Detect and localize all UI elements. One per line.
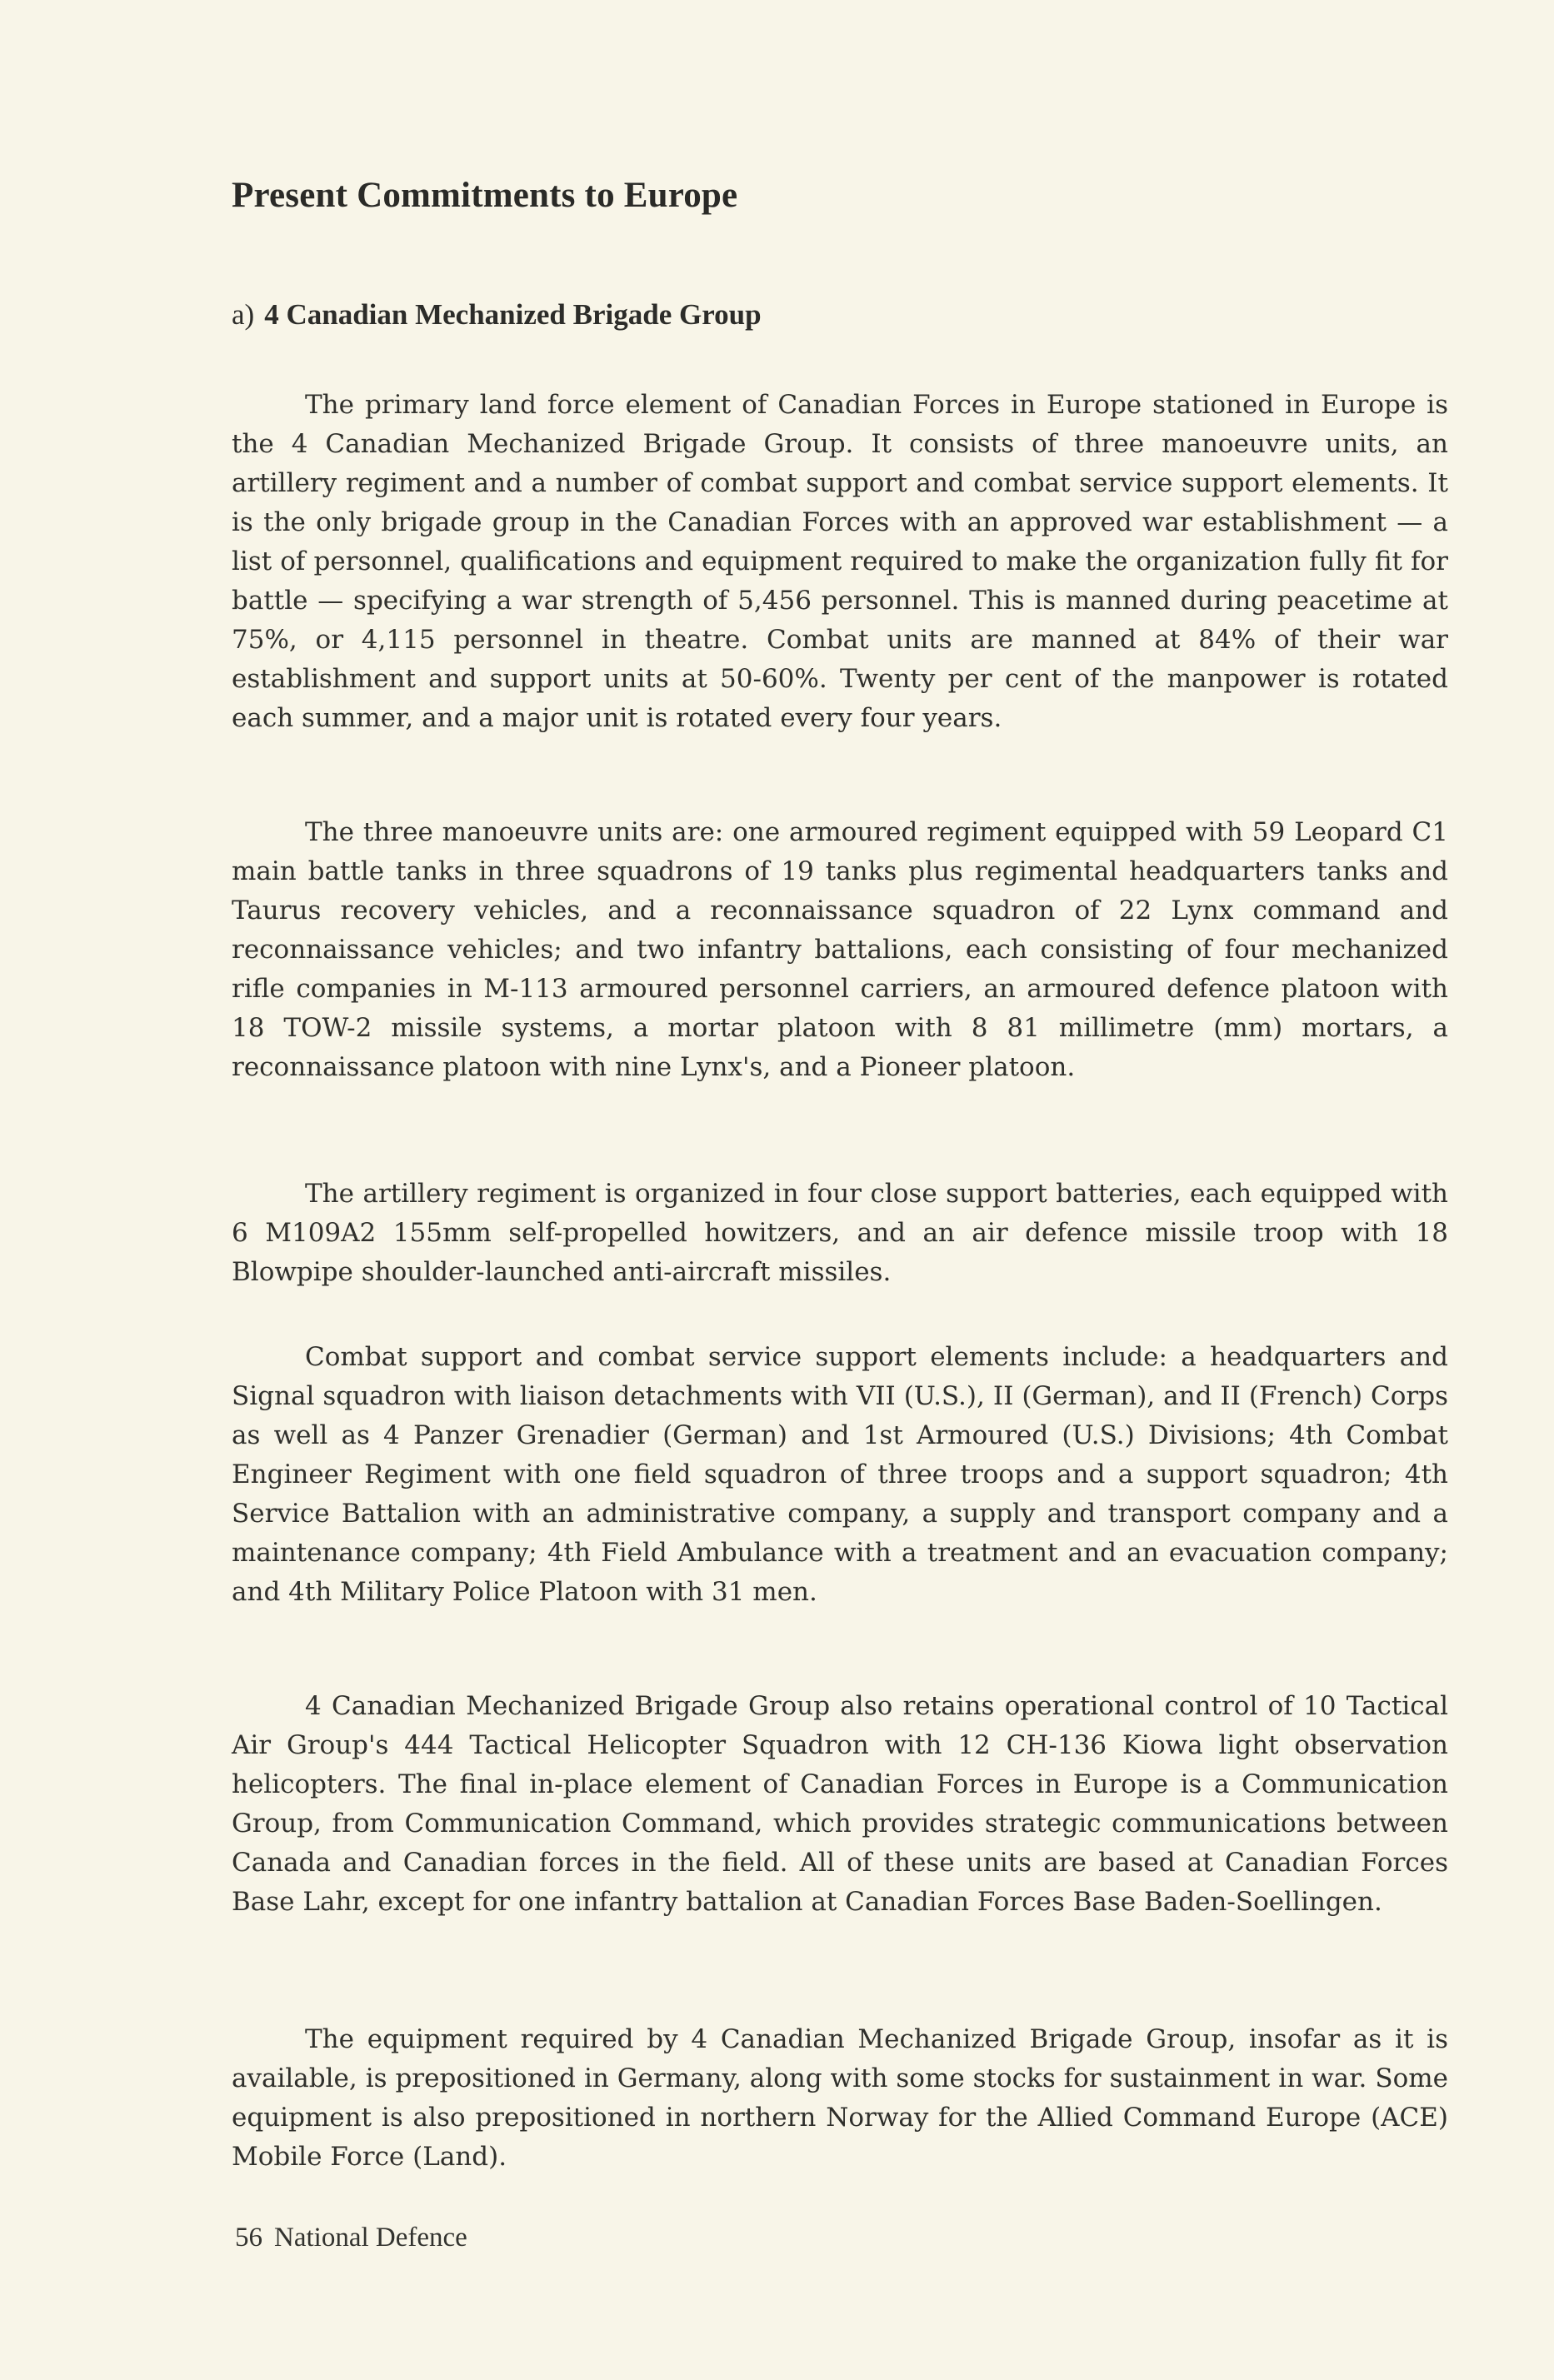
page-title: Present Commitments to Europe	[232, 176, 738, 215]
page-content	[232, 175, 1448, 2172]
page-number: 56	[235, 2223, 262, 2253]
paragraph-brigade-overview: The primary land force element of Canadian Forces in Europe stationed in Europe is the 4 Canadian Mechanized Brigade Group. It consists of three manoeuvre units, an artillery regiment and a number of combat support and combat service support elements. It is the only brigade group in the Canadian Forces with an approved war establishment — a list of personnel, qualifications and equipment required to make the organization fully fit for battle — specifying a war strength of 5,456 personnel. This is manned during peacetime at 75%, or 4,115 personnel in theatre. Combat units are manned at 84% of their war establishment and support units at 50-60%. Twenty per cent of the manpower is rotated each summer, and a major unit is rotated every four years.	[232, 390, 1448, 733]
page-footer	[235, 2223, 467, 2253]
publication-name: National Defence	[274, 2223, 467, 2253]
paragraph-support-elements: Combat support and combat service support elements include: a headquarters and Signal squadron with liaison detachments with VII (U.S.), II (German), and II (French) Corps as well as 4 Panzer Grenadier (German) and 1st Armoured (U.S.) Divisions; 4th Combat Engineer Regiment with one field squadron of three troops and a support squadron; 4th Service Battalion with an administrative company, a supply and transport company and a maintenance company; 4th Field Ambulance with a treatment and an evacuation company; and 4th Military Police Platoon with 31 men.	[232, 1342, 1448, 1607]
section-title: 4 Canadian Mechanized Brigade Group	[264, 298, 762, 331]
paragraph-helicopter-and-communications: 4 Canadian Mechanized Brigade Group also retains operational control of 10 Tactical Air Group's 444 Tactical Helicopter Squadron with 12 CH-136 Kiowa light observation helicopters. The final in-place element of Canadian Forces in Europe is a Communication Group, from Communication Command, which provides strategic communications between Canada and Canadian forces in the field. All of these units are based at Canadian Forces Base Lahr, except for one infantry battalion at Canadian Forces Base Baden-Soellingen.	[232, 1691, 1448, 1917]
paragraph-artillery-regiment: The artillery regiment is organized in four close support batteries, each equipped with 6 M109A2 155mm self-propelled howitzers, and an air defence missile troop with 18 Blowpipe shoulder-launched anti-aircraft missiles.	[232, 1179, 1448, 1287]
paragraph-prepositioned-equipment: The equipment required by 4 Canadian Mechanized Brigade Group, insofar as it is available, is prepositioned in Germany, along with some stocks for sustainment in war. Some equipment is also prepositioned in northern Norway for the Allied Command Europe (ACE) Mobile Force (Land).	[232, 2024, 1448, 2172]
section-heading	[232, 298, 762, 332]
paragraph-manoeuvre-units: The three manoeuvre units are: one armoured regiment equipped with 59 Leopard C1 main battle tanks in three squadrons of 19 tanks plus regimental headquarters tanks and Taurus recovery vehicles, and a reconnaissance squadron of 22 Lynx command and reconnaissance vehicles; and two infantry battalions, each consisting of four mechanized rifle companies in M-113 armoured personnel carriers, an armoured defence platoon with 18 TOW-2 missile systems, a mortar platoon with 8 81 millimetre (mm) mortars, a reconnaissance platoon with nine Lynx's, and a Pioneer platoon.	[232, 817, 1448, 1082]
section-label: a)	[232, 298, 255, 331]
